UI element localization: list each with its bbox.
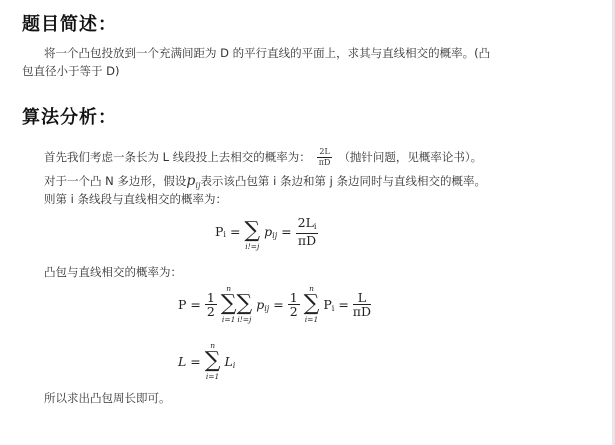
formula-pi-lhs-sub: i — [223, 230, 226, 239]
sum-5-upper: n — [210, 341, 216, 350]
formula-pi-fraction — [296, 216, 319, 247]
analysis-line-2-suffix: 表示该凸包第 i 条边和第 j 条边同时与直线相交的概率。 — [200, 174, 486, 188]
inline-fraction-den: πD — [318, 158, 331, 167]
fraction-2li-num: 2L — [297, 215, 314, 230]
half-1-num: 1 — [206, 290, 215, 305]
l-over-pid-fraction — [353, 291, 371, 318]
formula-p-pi-sub: i — [331, 303, 335, 313]
analysis-line-3: 则第 i 条线段与直线相交的概率为： — [44, 192, 228, 206]
formula-l: L = n ∑ i=1 $L_i$ — [178, 341, 236, 381]
fraction-2li-den: πD — [297, 233, 317, 248]
inline-fraction-num: 2L — [319, 147, 330, 156]
formula-p-lhs: P — [178, 297, 187, 312]
half-1-den: 2 — [206, 304, 215, 319]
problem-text-line-1: 将一个凸包投放到一个充满间距为 D 的平行直线的平面上，求其与直线相交的概率。(凸 — [44, 46, 491, 60]
fraction-2li-sub: i — [313, 222, 317, 231]
conclusion-line: 所以求出凸包周长即可。 — [44, 391, 171, 405]
half-2-den: 2 — [289, 304, 298, 319]
analysis-line-2-text: 对于一个凸 N 多边形，假设 — [44, 174, 187, 188]
formula-p-pij-sub: ij — [264, 303, 270, 313]
sum-4-lower: i=1 — [304, 315, 319, 324]
formula-l-term: L — [224, 353, 233, 369]
formula-p: P = $\frac{1}{2}$ n ∑ i=1 ∑ i!=j $p_{ij}$ = $\frac{1}{2}$ n ∑ i=1 $P_i$ = $\frac{L}{\pi D}$ — [178, 284, 372, 324]
analysis-line-1 — [44, 147, 482, 168]
sum-3-lower: i!=j — [237, 315, 252, 324]
sum-1-lower: i!=j — [245, 242, 260, 251]
formula-pi-pij-sub: ij — [272, 230, 278, 240]
problem-heading: 题目简述： — [22, 14, 117, 35]
problem-text-line-2: 包直径小于等于 D) — [22, 64, 120, 78]
analysis-heading: 算法分析： — [22, 107, 117, 128]
half-2-num: 1 — [289, 290, 298, 305]
formula-pi: $P_i$ = ∑ i!=j $p_{ij}$ = $\frac{2L_i}{\pi D}$ — [215, 212, 318, 251]
sum-symbol-2: n ∑ i=1 — [220, 284, 237, 324]
sum-symbol-5: n ∑ i=1 — [204, 341, 221, 381]
analysis-line-1-suffix: （抛针问题，见概率论书）。 — [338, 150, 483, 164]
sum-symbol-4: n ∑ i=1 — [303, 284, 320, 324]
half-fraction-2 — [288, 291, 300, 318]
analysis-line-1-text: 首先我们考虑一条长为 L 线段投上去相交的概率为： — [44, 150, 311, 164]
formula-l-term-sub: i — [232, 360, 236, 370]
analysis-line-4: 凸包与直线相交的概率为： — [44, 265, 182, 279]
sum-2-lower: i=1 — [221, 315, 236, 324]
half-fraction-1 — [205, 291, 217, 318]
pij-symbol: p — [186, 173, 196, 189]
inline-fraction — [317, 147, 331, 168]
sum-2-upper: n — [226, 284, 232, 293]
formula-pi-lhs: P — [215, 224, 224, 239]
l-over-pid-den: πD — [352, 304, 372, 319]
pij-subscript: ij — [195, 181, 201, 190]
formula-l-lhs: L — [178, 354, 187, 369]
l-over-pid-num: L — [353, 291, 371, 305]
formula-p-pi: P — [323, 296, 332, 312]
formula-pi-pij: p — [264, 223, 273, 239]
sum-5-lower: i=1 — [205, 372, 220, 381]
sum-4-upper: n — [309, 284, 314, 293]
formula-p-pij: p — [256, 296, 265, 312]
sum-symbol-3: ∑ i!=j — [236, 291, 253, 324]
sum-symbol-1: ∑ i!=j — [244, 218, 261, 251]
